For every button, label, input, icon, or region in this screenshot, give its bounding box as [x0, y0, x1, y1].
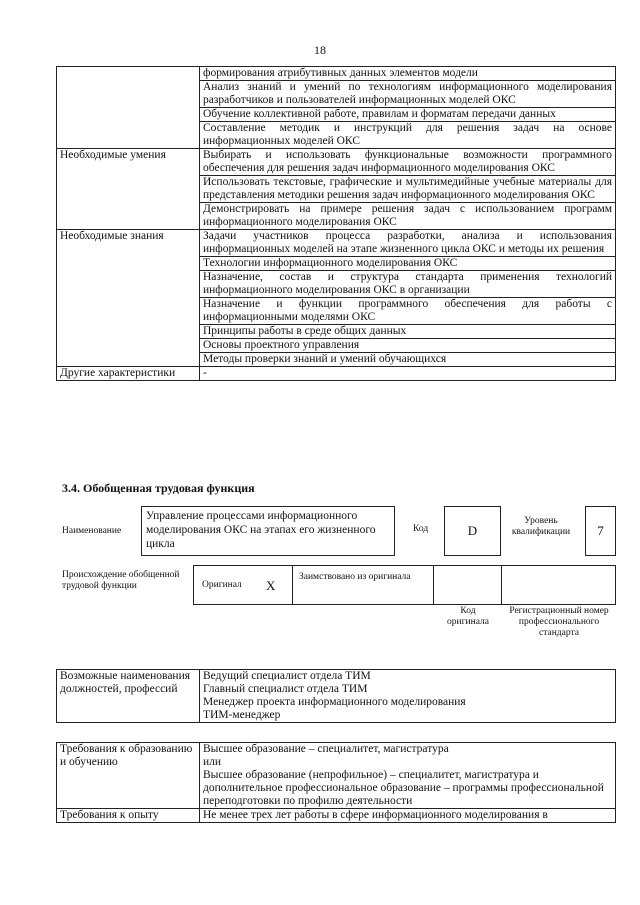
table-row [57, 230, 616, 257]
registration-number-box [501, 565, 616, 605]
original-code-box [433, 565, 502, 605]
table-cell: Составление методик и инструкций для решения задач на основе информационных моделей ОКС [200, 122, 616, 149]
positions-table [56, 669, 616, 723]
original-code-caption: Код оригинала [447, 606, 489, 627]
list-item: Главный специалист отдела ТИМ [203, 683, 368, 695]
table-row [57, 67, 616, 81]
requirements-table [56, 66, 616, 381]
list-item: Менеджер проекта информационного моделирования [203, 696, 466, 708]
level-value: 7 [597, 523, 604, 538]
table-cell: Демонстрировать на примере решения задач с использованием программ информационного моделирования ОКС [200, 203, 616, 230]
original-label: Оригинал [202, 580, 242, 590]
education-line: или [203, 756, 222, 768]
education-line: Высшее образование (непрофильное) – специалитет, магистратура и дополнительное профессиональное образование – программы профессиональной переподготовки по профилю деятельности [203, 769, 604, 807]
code-box [444, 506, 501, 556]
experience-value: Не менее трех лет работы в сфере информационного моделирования в [200, 809, 616, 823]
original-mark: X [266, 578, 276, 593]
name-label: Наименование [62, 526, 122, 536]
section-heading: 3.4. Обобщенная трудовая функция [62, 481, 255, 495]
table-cell: Использовать текстовые, графические и мультимедийные учебные материалы для представления методики решения задач информационного моделирования ОКС [200, 176, 616, 203]
list-item: Ведущий специалист отдела ТИМ [203, 670, 371, 682]
positions-list [200, 670, 616, 723]
education-line: Высшее образование – специалитет, магистратура [203, 743, 449, 755]
code-value: D [467, 523, 478, 538]
table-cell: - [200, 367, 616, 381]
table-cell: Выбирать и использовать функциональные возможности программного обеспечения для решения задач информационного моделирования ОКС [200, 149, 616, 176]
positions-label: Возможные наименования должностей, профессий [57, 670, 200, 723]
table-cell: Назначение и функции программного обеспечения для работы с информационными моделями ОКС [200, 298, 616, 325]
education-label: Требования к образованию и обучению [57, 743, 200, 809]
table-cell: Принципы работы в среде общих данных [200, 325, 616, 339]
borrowed-label: Заимствовано из оригинала [299, 572, 411, 582]
table-row [57, 809, 616, 823]
experience-label: Требования к опыту [57, 809, 200, 823]
education-value [200, 743, 616, 809]
page-number: 18 [314, 43, 326, 57]
empty-label-cell [57, 67, 200, 149]
function-name-box [141, 506, 395, 556]
education-table [56, 742, 616, 823]
table-cell: Основы проектного управления [200, 339, 616, 353]
table-cell: Технологии информационного моделирования ОКС [200, 257, 616, 271]
table-cell: формирования атрибутивных данных элементов модели [200, 67, 616, 81]
table-cell: Методы проверки знаний и умений обучающихся [200, 353, 616, 367]
list-item: ТИМ-менеджер [203, 709, 281, 721]
table-cell: Обучение коллективной работе, правилам и форматам передачи данных [200, 108, 616, 122]
registration-caption: Регистрационный номер профессионального стандарта [509, 606, 609, 638]
table-row [57, 743, 616, 809]
table-cell: Назначение, состав и структура стандарта применения технологий информационного моделирования ОКС в организации [200, 271, 616, 298]
table-cell: Задачи участников процесса разработки, анализа и использования информационных моделей на этапе жизненного цикла ОКС и методы их решения [200, 230, 616, 257]
code-label: Код [413, 524, 429, 534]
level-label: Уровень квалификации [511, 516, 571, 537]
origin-label: Происхождение обобщенной трудовой функции [62, 570, 180, 591]
knowledge-label: Необходимые знания [57, 230, 200, 367]
table-row [57, 670, 616, 723]
table-row [57, 367, 616, 381]
function-name: Управление процессами информационного моделирования ОКС на этапах его жизненного цикла [146, 510, 376, 550]
borrowed-box [292, 565, 434, 605]
other-label: Другие характеристики [57, 367, 200, 381]
level-box [585, 506, 616, 556]
table-cell: Анализ знаний и умений по технологиям информационного моделирования разработчиков и пользователей информационных моделей ОКС [200, 81, 616, 108]
table-row [57, 149, 616, 176]
original-box [193, 565, 293, 605]
skills-label: Необходимые умения [57, 149, 200, 230]
